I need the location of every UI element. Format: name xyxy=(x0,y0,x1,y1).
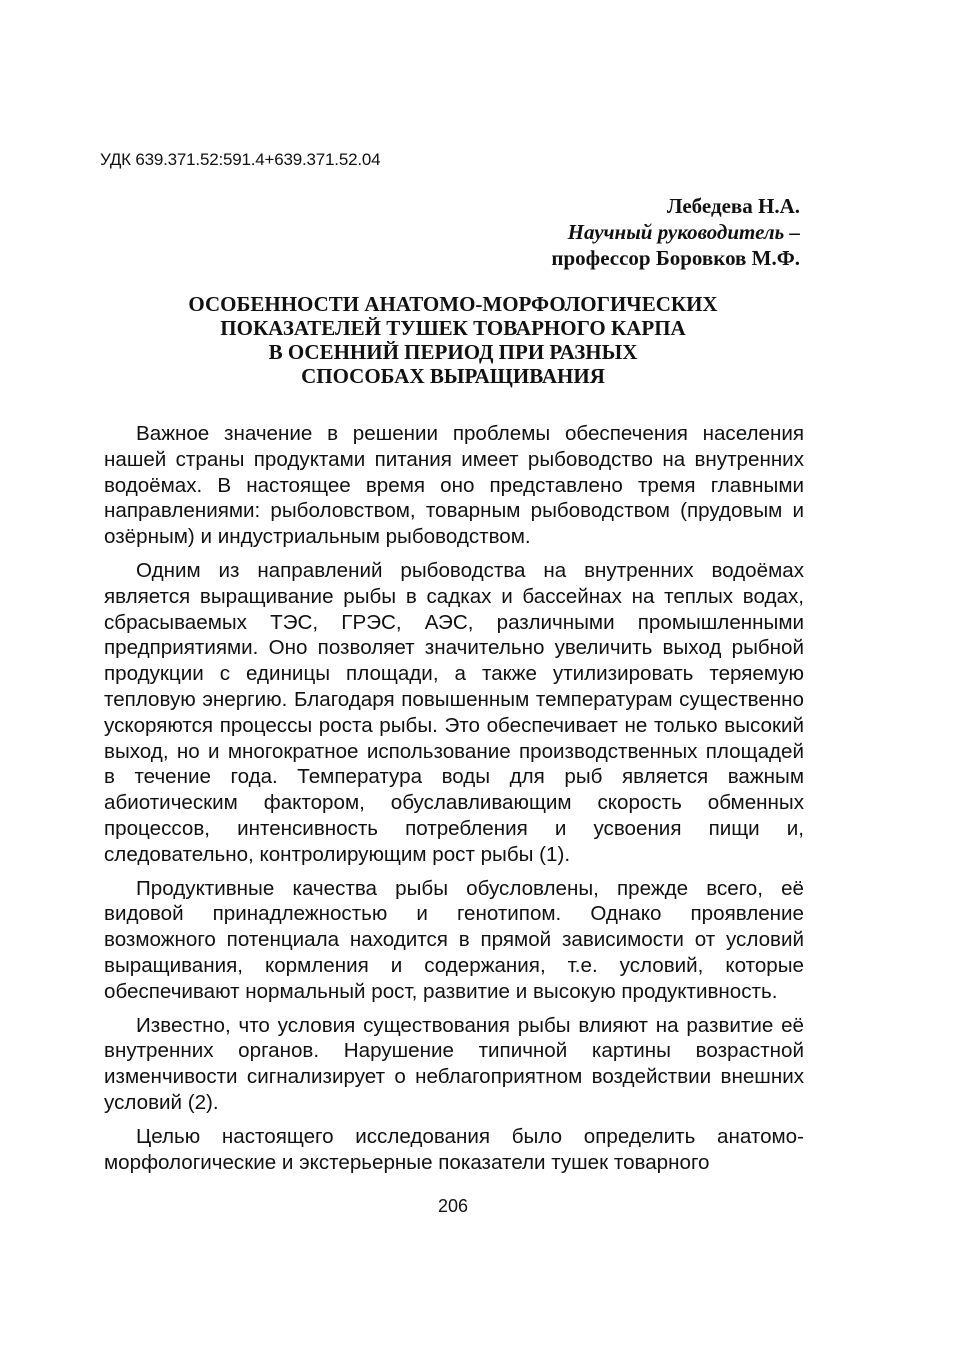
paragraph: Целью настоящего исследования было определить анатомо-морфологические и экстерьерные показатели тушек товарного xyxy=(104,1124,804,1174)
paragraph: Важное значение в решении проблемы обеспечения населения нашей страны продуктами питания имеет рыбоводство на внутренних водоёмах. В настоящее время оно представлено тремя главными направлениями: рыболовством, товарным рыбоводством (прудовым и озёрным) и индустриальным рыбоводством. xyxy=(104,422,804,549)
paragraph: Одним из направлений рыбоводства на внутренних водоёмах является выращивание рыбы в садках и бассейнах на теплых водах, сбрасываемых ТЭС, ГРЭС, АЭС, различными промышленными предприятиями. Оно позволяет значительно увеличить выход рыбной продукции с единицы площади, а также утилизировать теряемую тепловую энергию. Благодаря повышенным температурам существенно ускоряются процессы роста рыбы. Это обеспечивает не только высокий выход, но и многократное использование производственных площадей в течение года. Температура воды для рыб является важным абиотическим фактором, обуславливающим скорость обменных процессов, интенсивность потребления и усвоения пищи и, следовательно, контролирующим рост рыбы (1). xyxy=(104,558,804,866)
author-name: Лебедева Н.А. xyxy=(666,194,800,218)
title-line: ОСОБЕННОСТИ АНАТОМО-МОРФОЛОГИЧЕСКИХ xyxy=(188,292,718,316)
udc-code: УДК 639.371.52:591.4+639.371.52.04 xyxy=(100,150,381,169)
supervisor-title: Научный руководитель – xyxy=(567,220,800,244)
title-line: В ОСЕННИЙ ПЕРИОД ПРИ РАЗНЫХ xyxy=(268,340,638,364)
author-block xyxy=(551,193,800,271)
supervisor-name: профессор Боровков М.Ф. xyxy=(551,246,800,270)
title-line: ПОКАЗАТЕЛЕЙ ТУШЕК ТОВАРНОГО КАРПА xyxy=(220,316,686,340)
page-number: 206 xyxy=(437,1196,469,1216)
article-title xyxy=(100,292,806,388)
paragraph: Известно, что условия существования рыбы влияют на развитие её внутренних органов. Нарушение типичной картины возрастной изменчивости сигнализирует о неблагоприятном воздействии внешних условий (2). xyxy=(104,1013,804,1114)
paragraph: Продуктивные качества рыбы обусловлены, прежде всего, её видовой принадлежностью и генотипом. Однако проявление возможного потенциала находится в прямой зависимости от условий выращивания, кормления и содержания, т.е. условий, которые обеспечивают нормальный рост, развитие и высокую продуктивность. xyxy=(104,876,804,1003)
title-line: СПОСОБАХ ВЫРАЩИВАНИЯ xyxy=(301,364,605,388)
article-body xyxy=(104,421,804,1183)
